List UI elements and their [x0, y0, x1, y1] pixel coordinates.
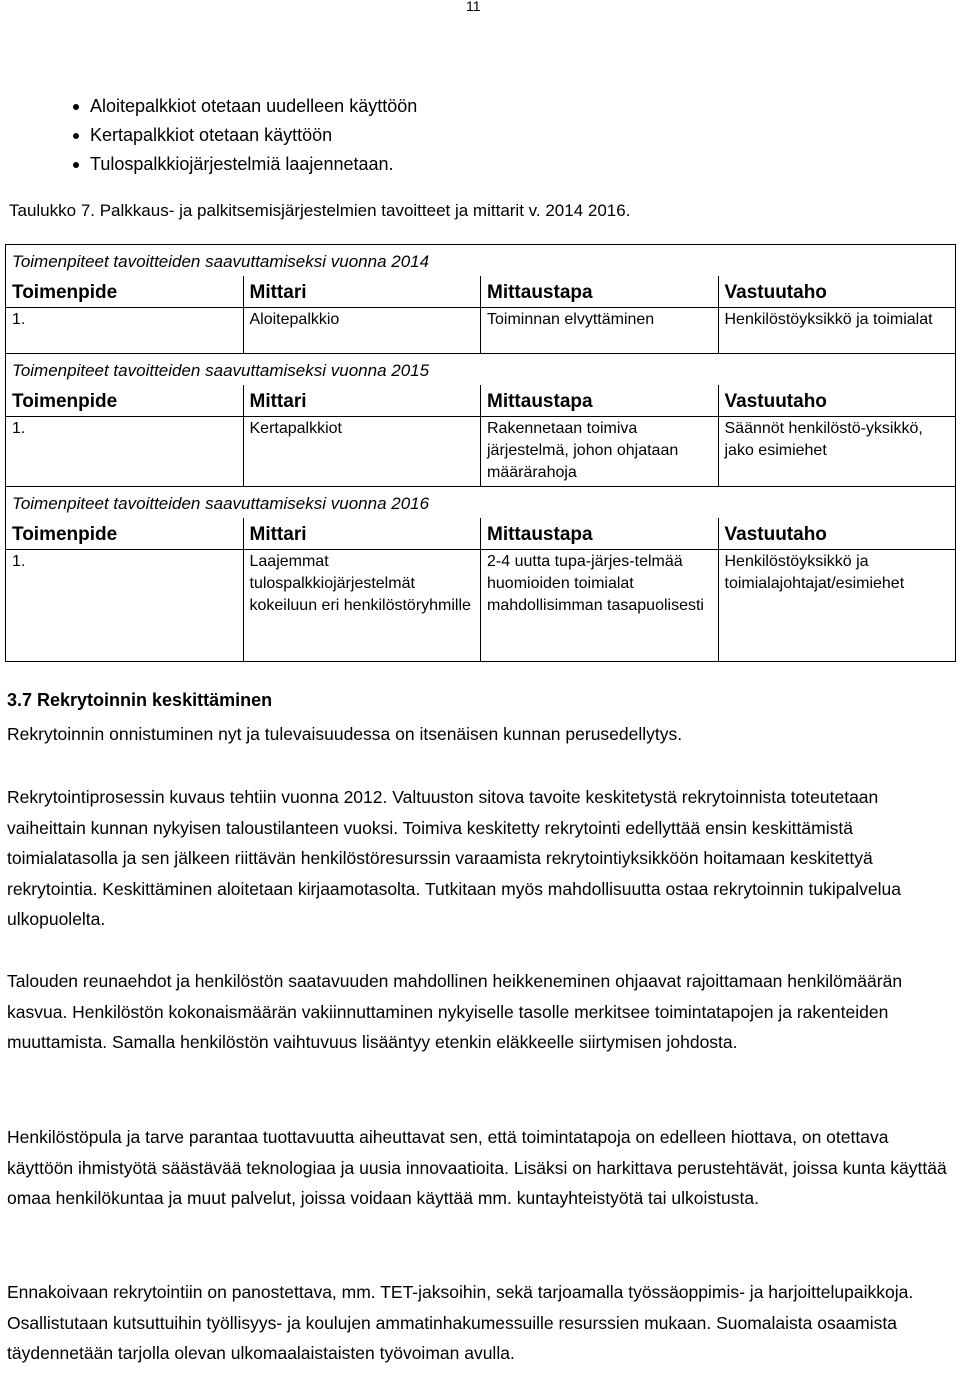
- paragraph: Rekrytoinnin onnistuminen nyt ja tulevaisuudessa on itsenäisen kunnan perusedellytys.: [7, 724, 683, 744]
- header-mittaustapa: Mittaustapa: [481, 276, 719, 308]
- table-row: [6, 550, 956, 662]
- table-row: [6, 308, 956, 354]
- row-number: 1.: [6, 550, 244, 662]
- header-toimenpide: Toimenpide: [6, 518, 244, 550]
- section-title-2015: Toimenpiteet tavoitteiden saavuttamiseksi vuonna 2015: [6, 354, 956, 386]
- section-title-2014: Toimenpiteet tavoitteiden saavuttamiseksi vuonna 2014: [6, 245, 956, 277]
- goals-table: [5, 244, 956, 662]
- section-title-2016: Toimenpiteet tavoitteiden saavuttamiseksi vuonna 2016: [6, 487, 956, 519]
- row-vastuutaho: Henkilöstöyksikkö ja toimialat: [718, 308, 956, 354]
- section-heading: 3.7 Rekrytoinnin keskittäminen: [7, 690, 273, 710]
- paragraph: Ennakoivaan rekrytointiin on panostettava, mm. TET-jaksoihin, sekä tarjoamalla työssäoppimis- ja harjoittelupaikkoja. Osallistutaan kutsuttuihin työllisyys- ja koulujen ammatinhakumessuille resurssien mukaan. Suomalaista osaamista täydennetään tarjolla olevan ulkomaalaistaisten työvoiman avulla.: [7, 1282, 914, 1363]
- header-vastuutaho: Vastuutaho: [718, 276, 956, 308]
- row-vastuutaho: Henkilöstöyksikkö ja toimialajohtajat/esimiehet: [718, 550, 956, 662]
- header-vastuutaho: Vastuutaho: [718, 518, 956, 550]
- table-caption: Taulukko 7. Palkkaus- ja palkitsemisjärjestelmien tavoitteet ja mittarit v. 2014 2016.: [9, 201, 631, 220]
- bullet-list: [70, 92, 417, 179]
- bullet-item: Tulospalkkiojärjestelmiä laajennetaan.: [70, 150, 417, 179]
- row-vastuutaho: Säännöt henkilöstö-yksikkö, jako esimiehet: [718, 417, 956, 487]
- paragraph: Henkilöstöpula ja tarve parantaa tuottavuutta aiheuttavat sen, että toimintatapoja on edelleen hiottava, on otettava käyttöön ihmistyötä säästävää teknologiaa ja uusia innovaatioita. Lisäksi on harkittava perustehtävät, joissa kunta käyttää omaa henkilökuntaa ja muut palvelut, joissa voidaan käyttää mm. kuntayhteistyötä tai ulkoistusta.: [7, 1127, 947, 1208]
- header-mittaustapa: Mittaustapa: [481, 518, 719, 550]
- bullet-item: Kertapalkkiot otetaan käyttöön: [70, 121, 417, 150]
- row-mittari: Laajemmat tulospalkkiojärjestelmät kokeiluun eri henkilöstöryhmille: [243, 550, 481, 662]
- header-mittari: Mittari: [243, 385, 481, 417]
- header-vastuutaho: Vastuutaho: [718, 385, 956, 417]
- row-number: 1.: [6, 308, 244, 354]
- header-mittari: Mittari: [243, 276, 481, 308]
- header-toimenpide: Toimenpide: [6, 385, 244, 417]
- header-mittari: Mittari: [243, 518, 481, 550]
- bullet-item: Aloitepalkkiot otetaan uudelleen käyttöön: [70, 92, 417, 121]
- row-mittaustapa: 2-4 uutta tupa-järjes-telmää huomioiden toimialat mahdollisimman tasapuolisesti: [481, 550, 719, 662]
- table-row: [6, 417, 956, 487]
- row-mittaustapa: Rakennetaan toimiva järjestelmä, johon ohjataan määrärahoja: [481, 417, 719, 487]
- header-mittaustapa: Mittaustapa: [481, 385, 719, 417]
- paragraph: Talouden reunaehdot ja henkilöstön saatavuuden mahdollinen heikkeneminen ohjaavat rajoittamaan henkilömäärän kasvua. Henkilöstön kokonaismäärän vakiinnuttaminen nykyiselle tasolle merkitsee toimintatapojen ja rakenteiden muuttamista. Samalla henkilöstön vaihtuvuus lisääntyy etenkin eläkkeelle siirtymisen johdosta.: [7, 971, 903, 1052]
- row-mittari: Kertapalkkiot: [243, 417, 481, 487]
- page-number: 11: [466, 0, 481, 14]
- row-number: 1.: [6, 417, 244, 487]
- row-mittari: Aloitepalkkio: [243, 308, 481, 354]
- row-mittaustapa: Toiminnan elvyttäminen: [481, 308, 719, 354]
- paragraph: Rekrytointiprosessin kuvaus tehtiin vuonna 2012. Valtuuston sitova tavoite keskitetystä rekrytoinnista toteutetaan vaiheittain kunnan nykyisen taloustilanteen vuoksi. Toimiva keskitetty rekrytointi edellyttää ensin keskittämistä toimialatasolla ja sen jälkeen riittävän henkilöstöresurssin varaamista rekrytointiyksikköön hoitamaan keskitettyä rekrytointia. Keskittäminen aloitetaan kirjaamotasolta. Tutkitaan myös mahdollisuutta ostaa rekrytoinnin tukipalvelua ulkopuolelta.: [7, 787, 901, 929]
- header-toimenpide: Toimenpide: [6, 276, 244, 308]
